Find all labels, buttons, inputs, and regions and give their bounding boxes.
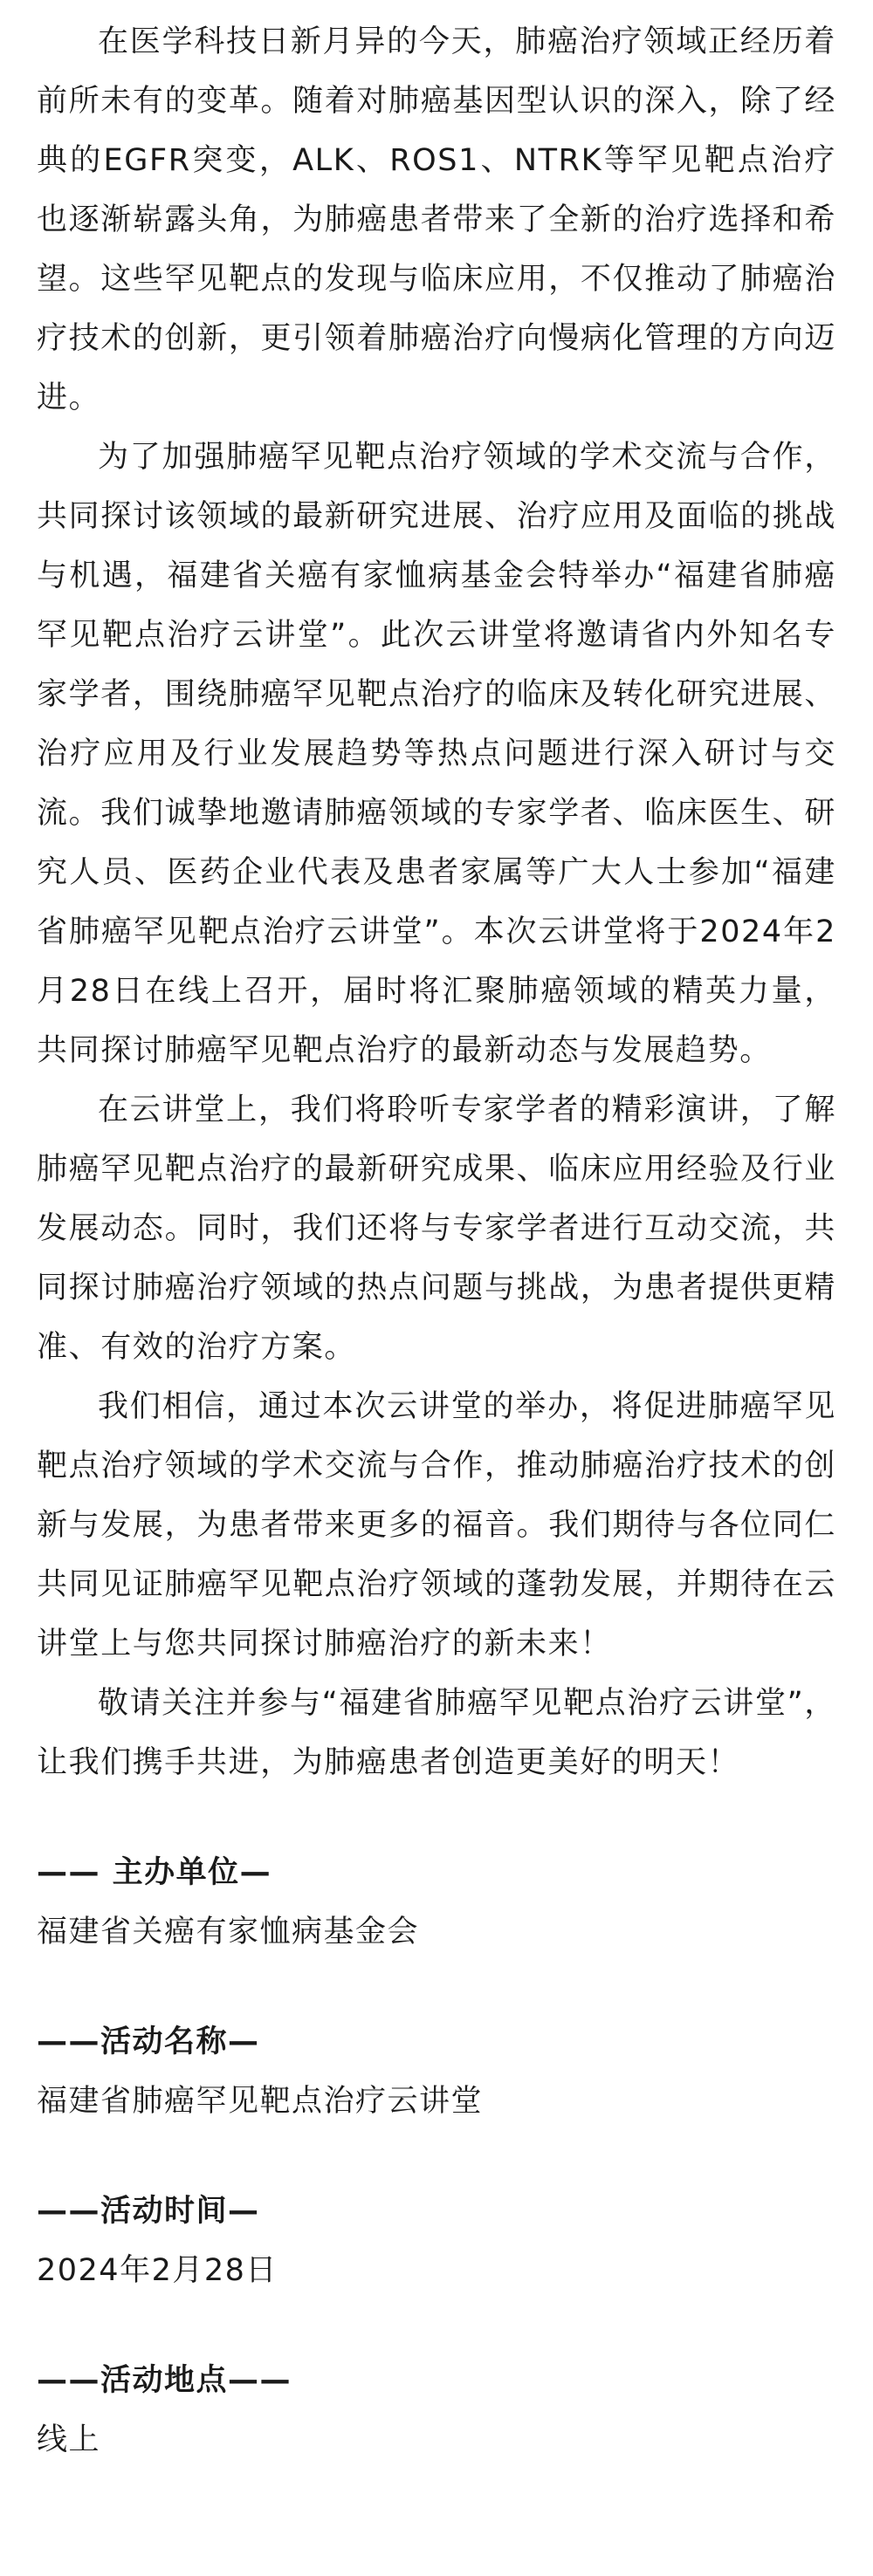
purpose-paragraph: 为了加强肺癌罕见靶点治疗领域的学术交流与合作，共同探讨该领域的最新研究进展、治疗应用及面临的挑战与机遇，福建省关癌有家恤病基金会特举办“福建省肺癌罕见靶点治疗云讲堂”。此次云讲堂将邀请省内外知名专家学者，围绕肺癌罕见靶点治疗的临床及转化研究进展、治疗应用及行业发展趋势等热点问题进行深入研讨与交流。我们诚挚地邀请肺癌领域的专家学者、临床医生、研究人员、医药企业代表及患者家属等广大人士参加“福建省肺癌罕见靶点治疗云讲堂”。本次云讲堂将于2024年2月28日在线上召开，届时将汇聚肺癌领域的精英力量，共同探讨肺癌罕见靶点治疗的最新动态与发展趋势。 xyxy=(37,440,836,1068)
agenda-paragraph: 在云讲堂上，我们将聆听专家学者的精彩演讲，了解肺癌罕见靶点治疗的最新研究成果、临床应用经验及行业发展动态。同时，我们还将与专家学者进行互动交流，共同探讨肺癌治疗领域的热点问题与挑战，为患者提供更精准、有效的治疗方案。 xyxy=(37,1093,836,1365)
event-name-section xyxy=(37,2012,836,2131)
event-time-section xyxy=(37,2182,836,2300)
event-name-value: 福建省肺癌罕见靶点治疗云讲堂 xyxy=(37,2084,484,2119)
event-name-heading: ——活动名称— xyxy=(37,2024,260,2059)
organizer-section xyxy=(37,1843,836,1962)
organizer-heading: —— 主办单位— xyxy=(37,1855,272,1890)
event-location-value: 线上 xyxy=(37,2422,101,2457)
event-location-heading: ——活动地点—— xyxy=(37,2363,292,2398)
organizer-value: 福建省关癌有家恤病基金会 xyxy=(37,1915,420,1949)
event-location-section xyxy=(37,2351,836,2470)
intro-paragraph: 在医学科技日新月异的今天，肺癌治疗领域正经历着前所未有的变革。随着对肺癌基因型认识的深入，除了经典的EGFR突变，ALK、ROS1、NTRK等罕见靶点治疗也逐渐崭露头角，为肺癌患者带来了全新的治疗选择和希望。这些罕见靶点的发现与临床应用，不仅推动了肺癌治疗技术的创新，更引领着肺癌治疗向慢病化管理的方向迈进。 xyxy=(37,24,836,415)
belief-paragraph: 我们相信，通过本次云讲堂的举办，将促进肺癌罕见靶点治疗领域的学术交流与合作，推动肺癌治疗技术的创新与发展，为患者带来更多的福音。我们期待与各位同仁共同见证肺癌罕见靶点治疗领域的蓬勃发展，并期待在云讲堂上与您共同探讨肺癌治疗的新未来！ xyxy=(37,1389,836,1661)
invitation-paragraph: 敬请关注并参与“福建省肺癌罕见靶点治疗云讲堂”，让我们携手共进，为肺癌患者创造更美好的明天！ xyxy=(37,1686,836,1780)
event-time-heading: ——活动时间— xyxy=(37,2194,260,2229)
event-time-value: 2024年2月28日 xyxy=(37,2253,278,2288)
